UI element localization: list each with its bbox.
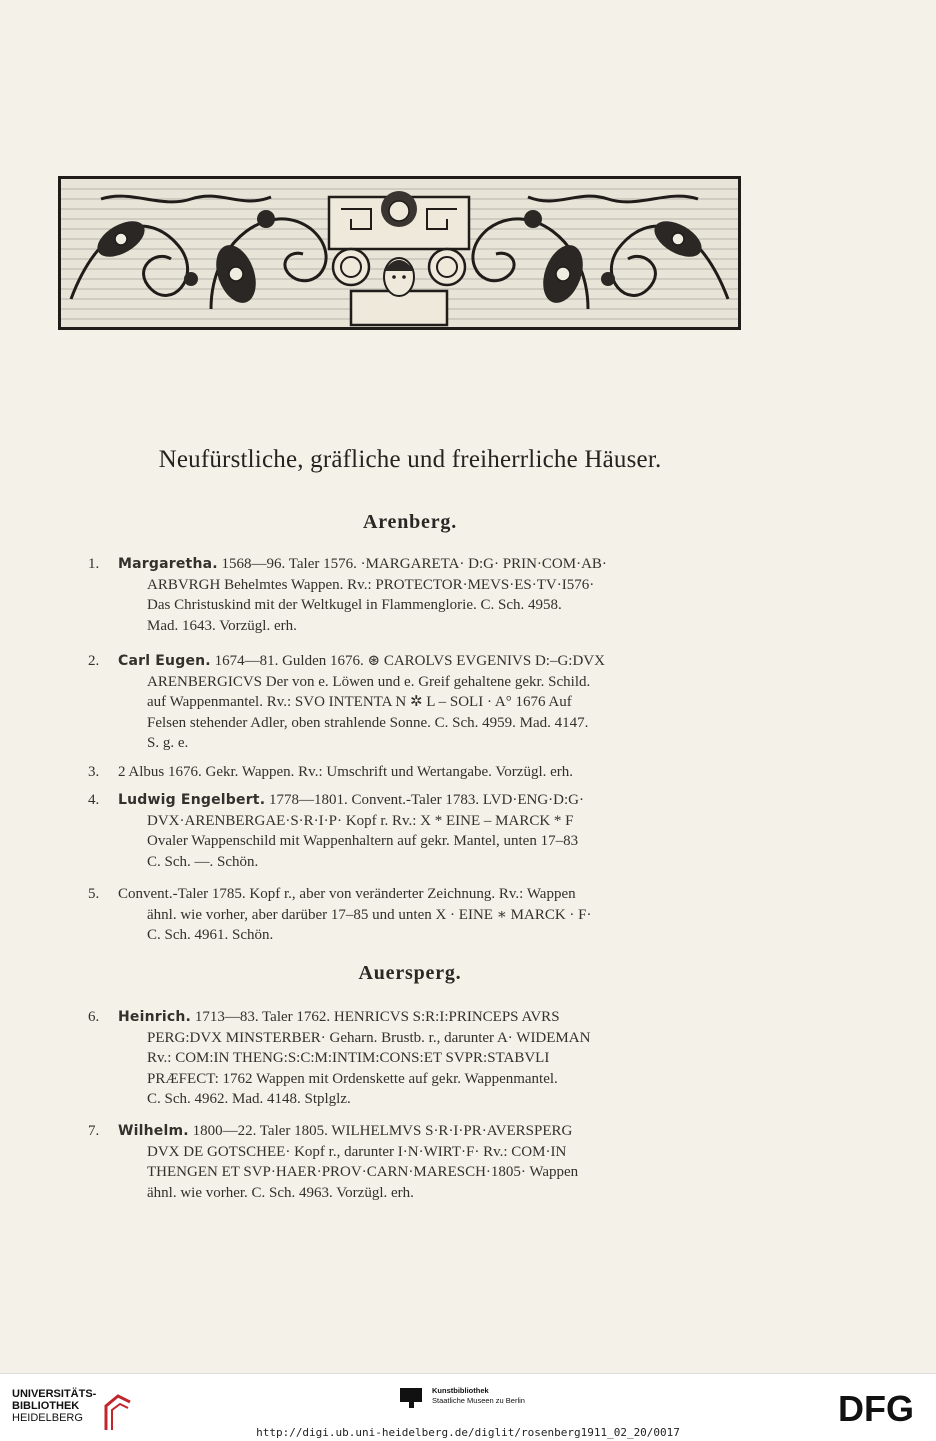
catalog-entry [88, 1121, 740, 1203]
kunstbibliothek-icon [398, 1384, 424, 1410]
catalog-entry [88, 554, 740, 636]
entry-text: PERG:DVX MINSTERBER· Geharn. Brustb. r., darunter A· WIDEMAN [147, 1029, 591, 1046]
dfg-logo-text: DFG [838, 1388, 914, 1428]
entry-text: THENGEN ET SVP·HAER·PROV·CARN·MARESCH·1805· Wappen [147, 1164, 579, 1180]
catalog-entry [88, 1007, 740, 1110]
entry-text: 1778—1801. Convent.-Taler 1783. LVD·ENG·D:G· [265, 792, 584, 808]
ub-logo-line: BIBLIOTHEK [12, 1400, 80, 1412]
ub-logo-line: UNIVERSITÄTS- [12, 1388, 97, 1400]
catalog-entry [88, 790, 740, 872]
ruler-name: Ludwig Engelbert. [118, 792, 266, 808]
catalog-entry [88, 762, 740, 783]
entry-number: 5. [88, 886, 100, 902]
entry-number: 4. [88, 792, 100, 808]
entry-text: Ovaler Wappenschild mit Wappenhaltern auf gekr. Mantel, unten 17–83 [147, 833, 579, 849]
page-heading: Neufürstliche, gräfliche und freiherrliche Häuser. [158, 446, 662, 473]
entry-text: ARBVRGH Behelmtes Wappen. Rv.: PROTECTOR·MEVS·ES·TV·I576· [147, 576, 595, 593]
ub-logo-line: HEIDELBERG [12, 1412, 83, 1424]
ornamental-header-vignette [58, 176, 741, 330]
entry-text: DVX·ARENBERGAE·S·R·I·P· Kopf r. Rv.: X * EINE – MARCK * F [147, 812, 574, 829]
permalink-url[interactable]: http://digi.ub.uni-heidelberg.de/diglit/rosenberg1911_02_20/0017 [256, 1426, 680, 1439]
entry-number: 7. [88, 1123, 100, 1139]
entry-text: Convent.-Taler 1785. Kopf r., aber von veränderter Zeichnung. Rv.: Wappen [118, 886, 576, 902]
ruler-name: Margaretha. [118, 556, 218, 572]
entry-number: 6. [88, 1009, 100, 1025]
entry-text: 1674—81. Gulden 1676. ⊛ CAROLVS EVGENIVS D:–G:DVX [210, 653, 605, 669]
entry-text: DVX DE GOTSCHEE· Kopf r., darunter I·N·WIRT·F· Rv.: COM·IN [147, 1143, 567, 1160]
kunstbibliothek-logo[interactable] [398, 1384, 558, 1414]
section-title-auersperg: Auersperg. [358, 962, 462, 984]
entry-text: Felsen stehender Adler, oben strahlende Sonne. C. Sch. 4959. Mad. 4147. [147, 714, 589, 731]
entry-number: 2. [88, 653, 100, 669]
ornament-engraving [61, 179, 738, 327]
ruler-name: Heinrich. [118, 1009, 192, 1025]
entry-text: C. Sch. —. Schön. [147, 853, 259, 870]
entry-text: S. g. e. [147, 735, 189, 751]
entry-text: Rv.: COM:IN THENG:S:C:M:INTIM:CONS:ET SVPR:STABVLI [147, 1050, 550, 1066]
entry-text: Mad. 1643. Vorzügl. erh. [147, 617, 297, 634]
entry-text: C. Sch. 4961. Schön. [147, 927, 274, 943]
entry-number: 1. [88, 556, 100, 572]
ruler-name: Carl Eugen. [118, 653, 211, 669]
entry-text: ARENBERGICVS Der von e. Löwen und e. Greif gehaltene gekr. Schild. [147, 673, 591, 690]
entry-text: 1800—22. Taler 1805. WILHELMVS S·R·I·PR·AVERSPERG [188, 1123, 573, 1139]
entry-text: ähnl. wie vorher, aber darüber 17–85 und unten X · EINE ∗ MARCK · F· [147, 906, 592, 923]
digitization-footer [0, 1373, 936, 1441]
entry-text: 1568—96. Taler 1576. ·MARGARETA· D:G· PRIN·COM·AB· [217, 556, 607, 572]
section-title-arenberg: Arenberg. [362, 511, 458, 533]
ruler-name: Wilhelm. [118, 1123, 189, 1139]
entry-number: 3. [88, 764, 100, 780]
kb-logo-line: Kunstbibliothek [432, 1386, 489, 1395]
catalog-entry [88, 651, 740, 754]
entry-text: C. Sch. 4962. Mad. 4148. Stplglz. [147, 1091, 351, 1107]
entry-text: PRÆFECT: 1762 Wappen mit Ordenskette auf gekr. Wappenmantel. [147, 1070, 558, 1087]
entry-text: Das Christuskind mit der Weltkugel in Flammenglorie. C. Sch. 4958. [147, 597, 562, 613]
entry-text: 2 Albus 1676. Gekr. Wappen. Rv.: Umschrift und Wertangabe. Vorzügl. erh. [118, 764, 574, 780]
entry-text: 1713—83. Taler 1762. HENRICVS S:R:I:PRINCEPS AVRS [191, 1009, 560, 1025]
kb-logo-line: Staatliche Museen zu Berlin [432, 1396, 525, 1405]
entry-text: auf Wappenmantel. Rv.: SVO INTENTA N ✲ L – SOLI · A° 1676 Auf [147, 694, 572, 710]
dfg-logo[interactable] [830, 1388, 922, 1428]
catalog-entry [88, 884, 740, 946]
entry-text: ähnl. wie vorher. C. Sch. 4963. Vorzügl. erh. [147, 1184, 414, 1201]
